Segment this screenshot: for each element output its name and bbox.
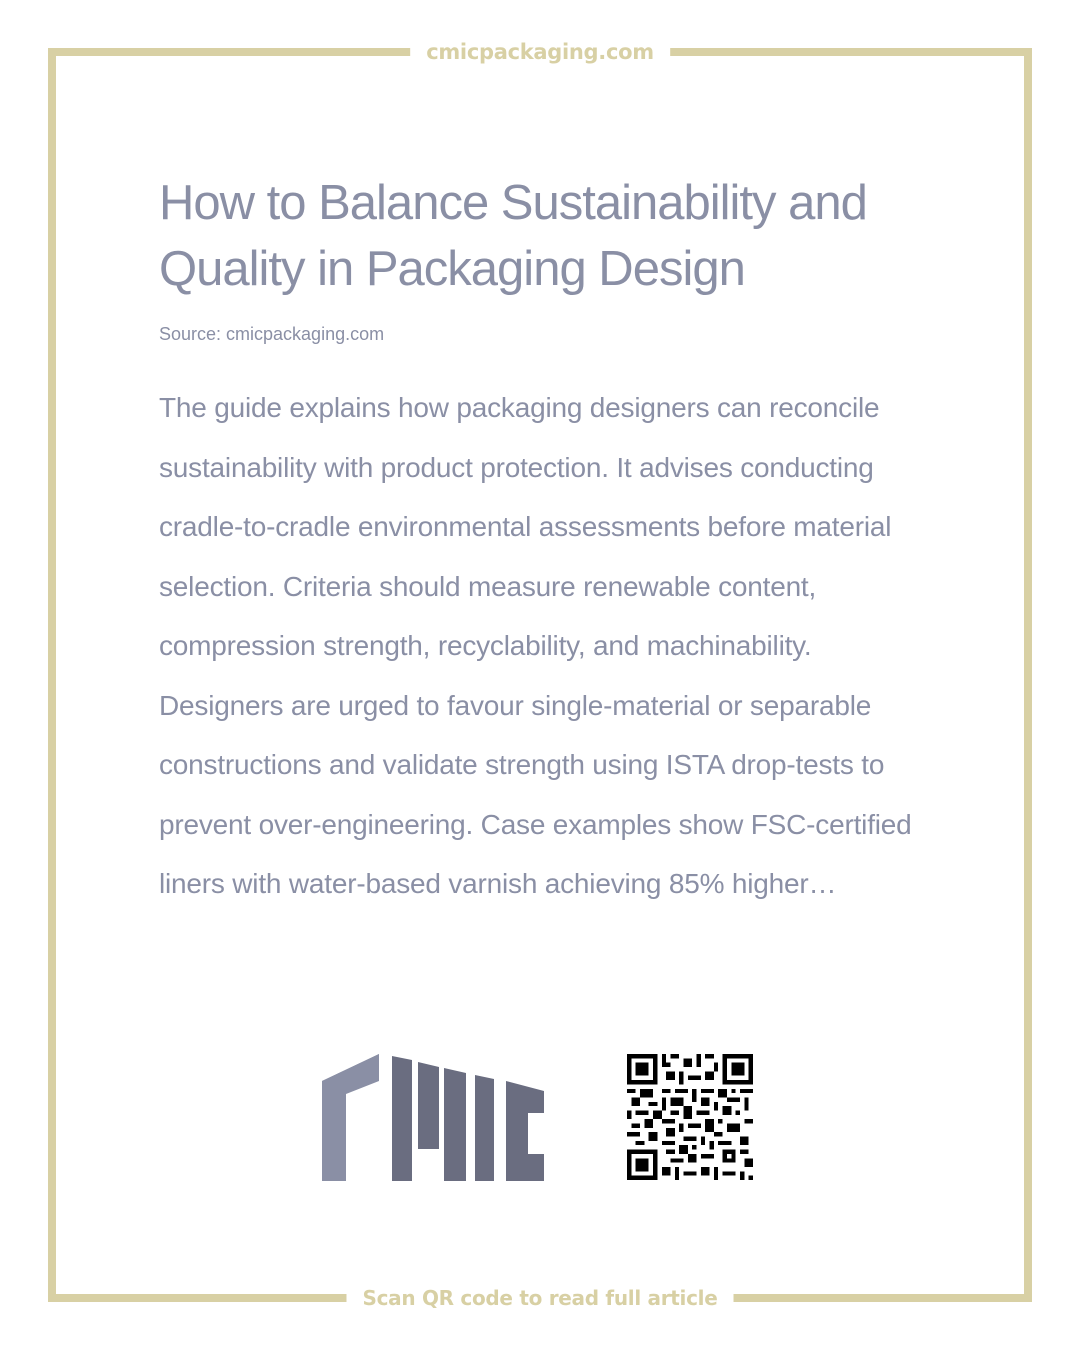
site-domain-label: cmicpackaging.com <box>410 38 670 66</box>
article-source: Source: cmicpackaging.com <box>159 324 385 344</box>
scan-qr-caption: Scan QR code to read full article <box>347 1284 734 1312</box>
qr-code-icon[interactable] <box>627 1054 753 1180</box>
cmic-logo-icon <box>322 1054 544 1181</box>
article-title: How to Balance Sustainability and Quality in Packaging Design <box>159 176 867 296</box>
article-summary: The guide explains how packaging designers can reconcile sustainability with product protection. It advises conducting cradle-to-cradle environmental assessments before material selection. Criteria should measure renewable content, compression strength, recyclability, and machinability. Designers are urged to favour single-material or separable constructions and validate strength using ISTA drop-tests to prevent over-engineering. Case examples show FSC-certified liners with water-based varnish achieving 85% higher… <box>159 392 912 899</box>
